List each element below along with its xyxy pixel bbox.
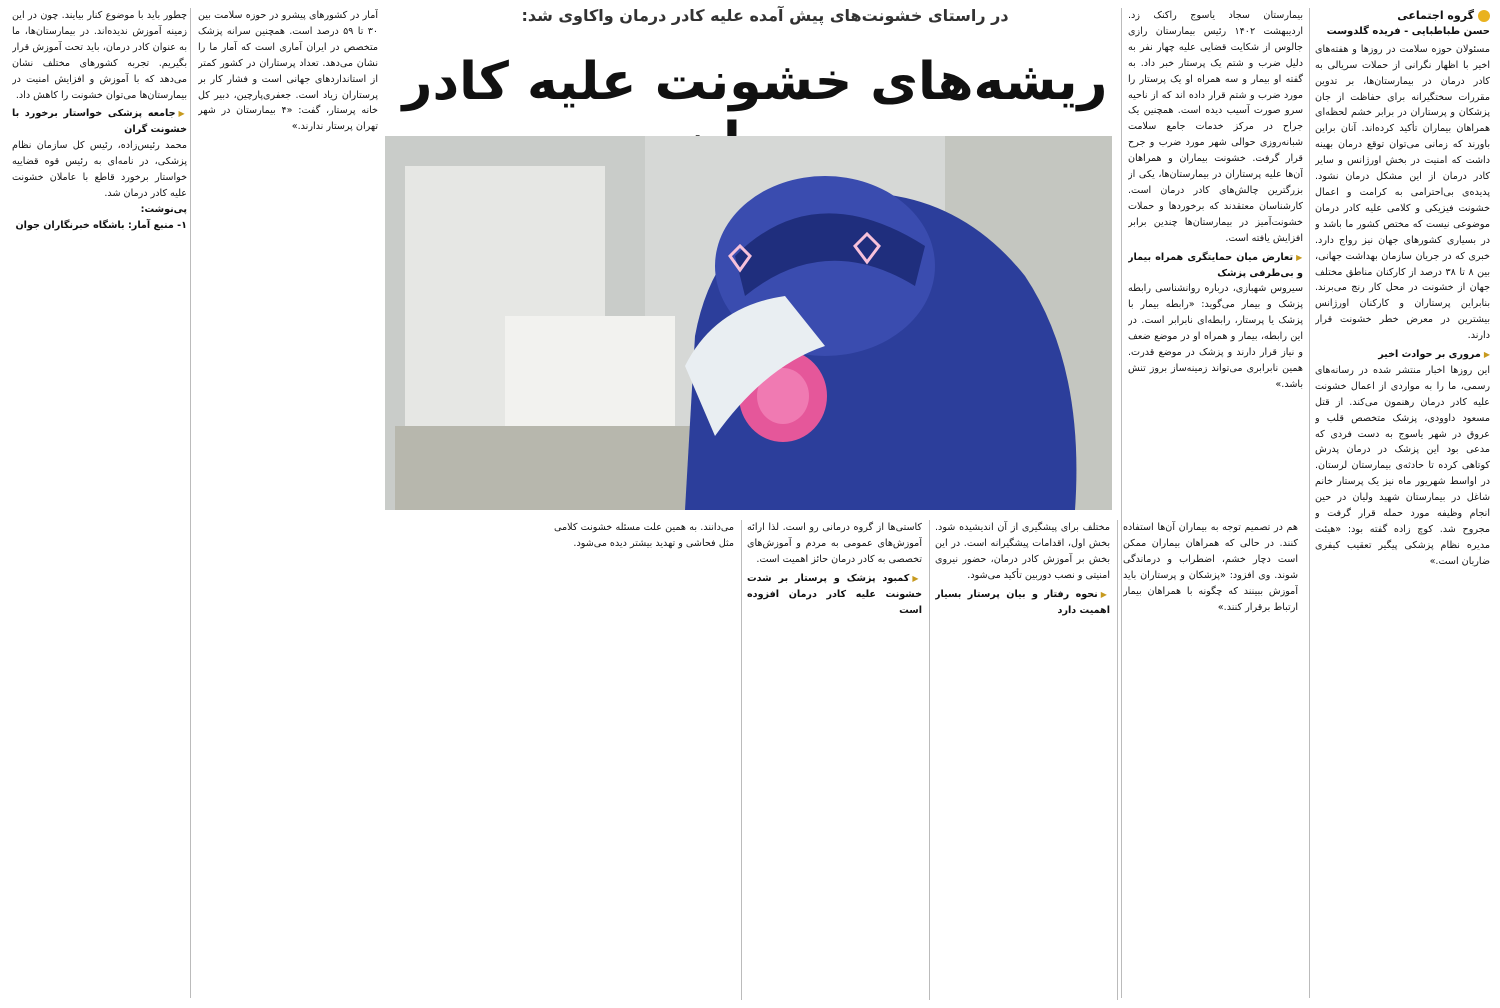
column-text: مسئولان حوزه سلامت در روزها و هفته‌های اخیر با اظهار نگرانی از حملات سریالی به کادر درمان در بیمارستان‌ها، بر تدوین مقررات سختگیرانه برای حفاظت از جان پزشکان و پرستاران در برابر خشم لحظه‌ای همراهان بیماران تأکید کرده‌اند. آنان براین باورند که زمانی می‌توان توقع درمان بهینه داشت که امنیت در بخش اورژانس و سایر کادر درمان از این مشکل درمان نشود. پدیده‌ی بی‌احترامی به کرامت و اعمال خشونت فیزیکی و کلامی علیه کادر درمان موضوعی نیست که مختص کشور ما باشد و در بسیاری کشورهای جهان نیز رواج دارد. خبری که در جریان سازمان بهداشت جهانی، بین ۸ تا ۳۸ درصد از کارکنان مناطق مختلف جهان از خشونت در محل کار رنج می‌برند. بنابراین پرستاران و کارکنان اورژانس بیشترین در معرض خطر خشونت قرار دارند. xyxy=(1315,43,1490,342)
column-6 xyxy=(554,520,734,1000)
section-label xyxy=(1315,8,1490,24)
column-divider xyxy=(1117,520,1118,1000)
column-5 xyxy=(747,520,922,1000)
column-7 xyxy=(198,8,378,998)
subheading: ▶ مروری بر حوادث اخیر xyxy=(1315,347,1490,363)
headline: ریشه‌های خشونت علیه کادر xyxy=(402,52,1108,112)
column-text: سیروس شهبازی، درباره روانشناسی رابطه پزشک و بیمار می‌گوید: «رابطه بیمار با پزشک یا پرستار، رابطه‌ای نابرابر است. در این رابطه، بیمار و همراه او در موضع ضعف و نیاز قرار دارند و پزشک در موضع قدرت. همین نابرابری می‌تواند زمینه‌ساز بروز تنش باشد.» xyxy=(1128,283,1303,390)
column-4 xyxy=(935,520,1110,1000)
nurse-photo-illustration xyxy=(385,136,1112,510)
subheading: ▶ جامعه پزشکی خواستار برخورد با خشونت گران xyxy=(12,106,187,138)
column-text: کاستی‌ها از گروه درمانی رو است. لذا ارائه آموزش‌های عمومی به مردم و آموزش‌های تخصصی به کادر درمان حائز اهمیت است. xyxy=(747,522,922,565)
kicker: در راستای خشونت‌های پیش آمده علیه کادر درمان واکاوی شد: xyxy=(521,6,1009,25)
column-text: این روزها اخبار منتشر شده در رسانه‌های رسمی، ما را به مواردی از اعمال خشونت علیه کادر درمان رهنمون می‌کند. از قتل مسعود داوودی، پزشک متخصص قلب و عروق در شهر یاسوج به دست فردی که مدعی بود این پزشک در درمان پدرش کوتاهی کرده تا حادثه‌ی بیمارستان لرستان. در اواسط شهریور ماه نیز یک پرستار خانم شاغل در بیمارستان شهید ولیان در حین انجام وظیفه مورد حمله قرار گرفت و مجروح شد. کوچ زاده گفته بود: «هیئت مدیره نظام پزشکی پیگیر تعقیب کیفری ضاربان است.» xyxy=(1315,364,1490,567)
column-text: بیمارستان سجاد یاسوج راکنک زد. اردیبهشت ۱۴۰۲ رئیس بیمارستان رازی جالوس از شکایت قضایی علیه چهار نفر به دلیل ضرب و شتم یک پرستار خبر داد. به گفته او بیمار و سه همراه او یک پرستار را مورد ضرب و شتم قرار داده اند که از ناحیه سرو صورت آسیب دیده است. همچنین یک جراح در مرکز خدمات جامع سلامت شبانه‌روزی حوالی شهر مورد ضرب و جرح قرار گرفت. خشونت بیماران و همراهان آن‌ها علیه پرستاران در بیمارستان‌ها، یکی از بزرگترین چالش‌های کادر درمان است. کارشناسان معتقدند که برخوردها و حملات خشونت‌آمیز در بیمارستان‌ها چندین برابر افزایش یافته است. xyxy=(1128,10,1303,244)
section-name: گروه اجتماعی xyxy=(1397,9,1474,22)
column-divider xyxy=(741,520,742,1000)
column-text: محمد رئیس‌زاده، رئیس کل سازمان نظام پزشکی، در نامه‌ای به رئیس قوه قضاییه خواستار برخورد قاطع با عاملان خشونت علیه کادر درمان شد. xyxy=(12,140,187,199)
subheading: ▶ نحوه رفتار و بیان پرستار بسیار اهمیت دارد xyxy=(935,587,1110,619)
column-text: آمار در کشورهای پیشرو در حوزه سلامت بین ۳۰ تا ۵۹ درصد است. همچنین سرانه پزشک متخصص در ایران آماری است که آمار ما را نشان می‌دهد. تعداد پرستاران در کشور کمتر از استانداردهای جهانی است و فشار کار بر پرستاران زیاد است. جعفری‌پارچین، دبیر کل خانه پرستار، گفت: «۴ بیمارستان در شهر تهران پرستار ندارند.» xyxy=(198,10,378,133)
column-divider xyxy=(929,520,930,1000)
article-photo xyxy=(385,136,1112,510)
column-3 xyxy=(1123,520,1298,1000)
column-divider xyxy=(1121,8,1122,998)
footnote-title: پی‌نوشت: xyxy=(140,203,187,215)
column-8 xyxy=(12,8,187,998)
author-line: حسن طباطبایی - فریده گلدوست xyxy=(1326,25,1490,37)
column-text: مختلف برای پیشگیری از آن اندیشیده شود. بخش اول، اقدامات پیشگیرانه است. در این بخش بر آموزش کادر درمان، حضور نیروی امنیتی و نصب دوربین تأکید می‌شود. xyxy=(935,522,1110,581)
column-divider xyxy=(190,8,191,998)
section-icon xyxy=(1478,10,1490,22)
column-divider xyxy=(1309,8,1310,998)
column-text: می‌دانند. به همین علت مسئله خشونت کلامی مثل فحاشی و تهدید بیشتر دیده می‌شود. xyxy=(554,522,734,549)
column-text: هم در تصمیم توجه به بیماران آن‌ها استفاده کنند. در حالی که همراهان بیماران ممکن است دچار خشم، اضطراب و درماندگی شوند. وی افزود: «پزشکان و پرستاران باید آموزش ببینند که چگونه با همراهان بیمار ارتباط برقرار کنند.» xyxy=(1123,522,1298,613)
subheading: ▶ تعارض میان حمایتگری همراه بیمار و بی‌طرفی پزشک xyxy=(1128,250,1303,282)
column-text: چطور باید با موضوع کنار بیایند. چون در این زمینه آموزش ندیده‌اند. در بیمارستان‌ها، ما به عنوان کادر درمان، باید تحت آموزش قرار بگیریم. تجربه کشورهای مختلف نشان می‌دهد که با آموزش و افزایش امنیت در بیمارستان‌ها می‌توان خشونت را کاهش داد. xyxy=(12,10,187,101)
column-right xyxy=(1315,8,1490,998)
subheading: ▶ کمبود پزشک و پرستار بر شدت خشونت علیه کادر درمان افزوده است xyxy=(747,571,922,619)
footnote: ۱- منبع آمار: باشگاه خبرنگاران جوان xyxy=(15,219,187,231)
